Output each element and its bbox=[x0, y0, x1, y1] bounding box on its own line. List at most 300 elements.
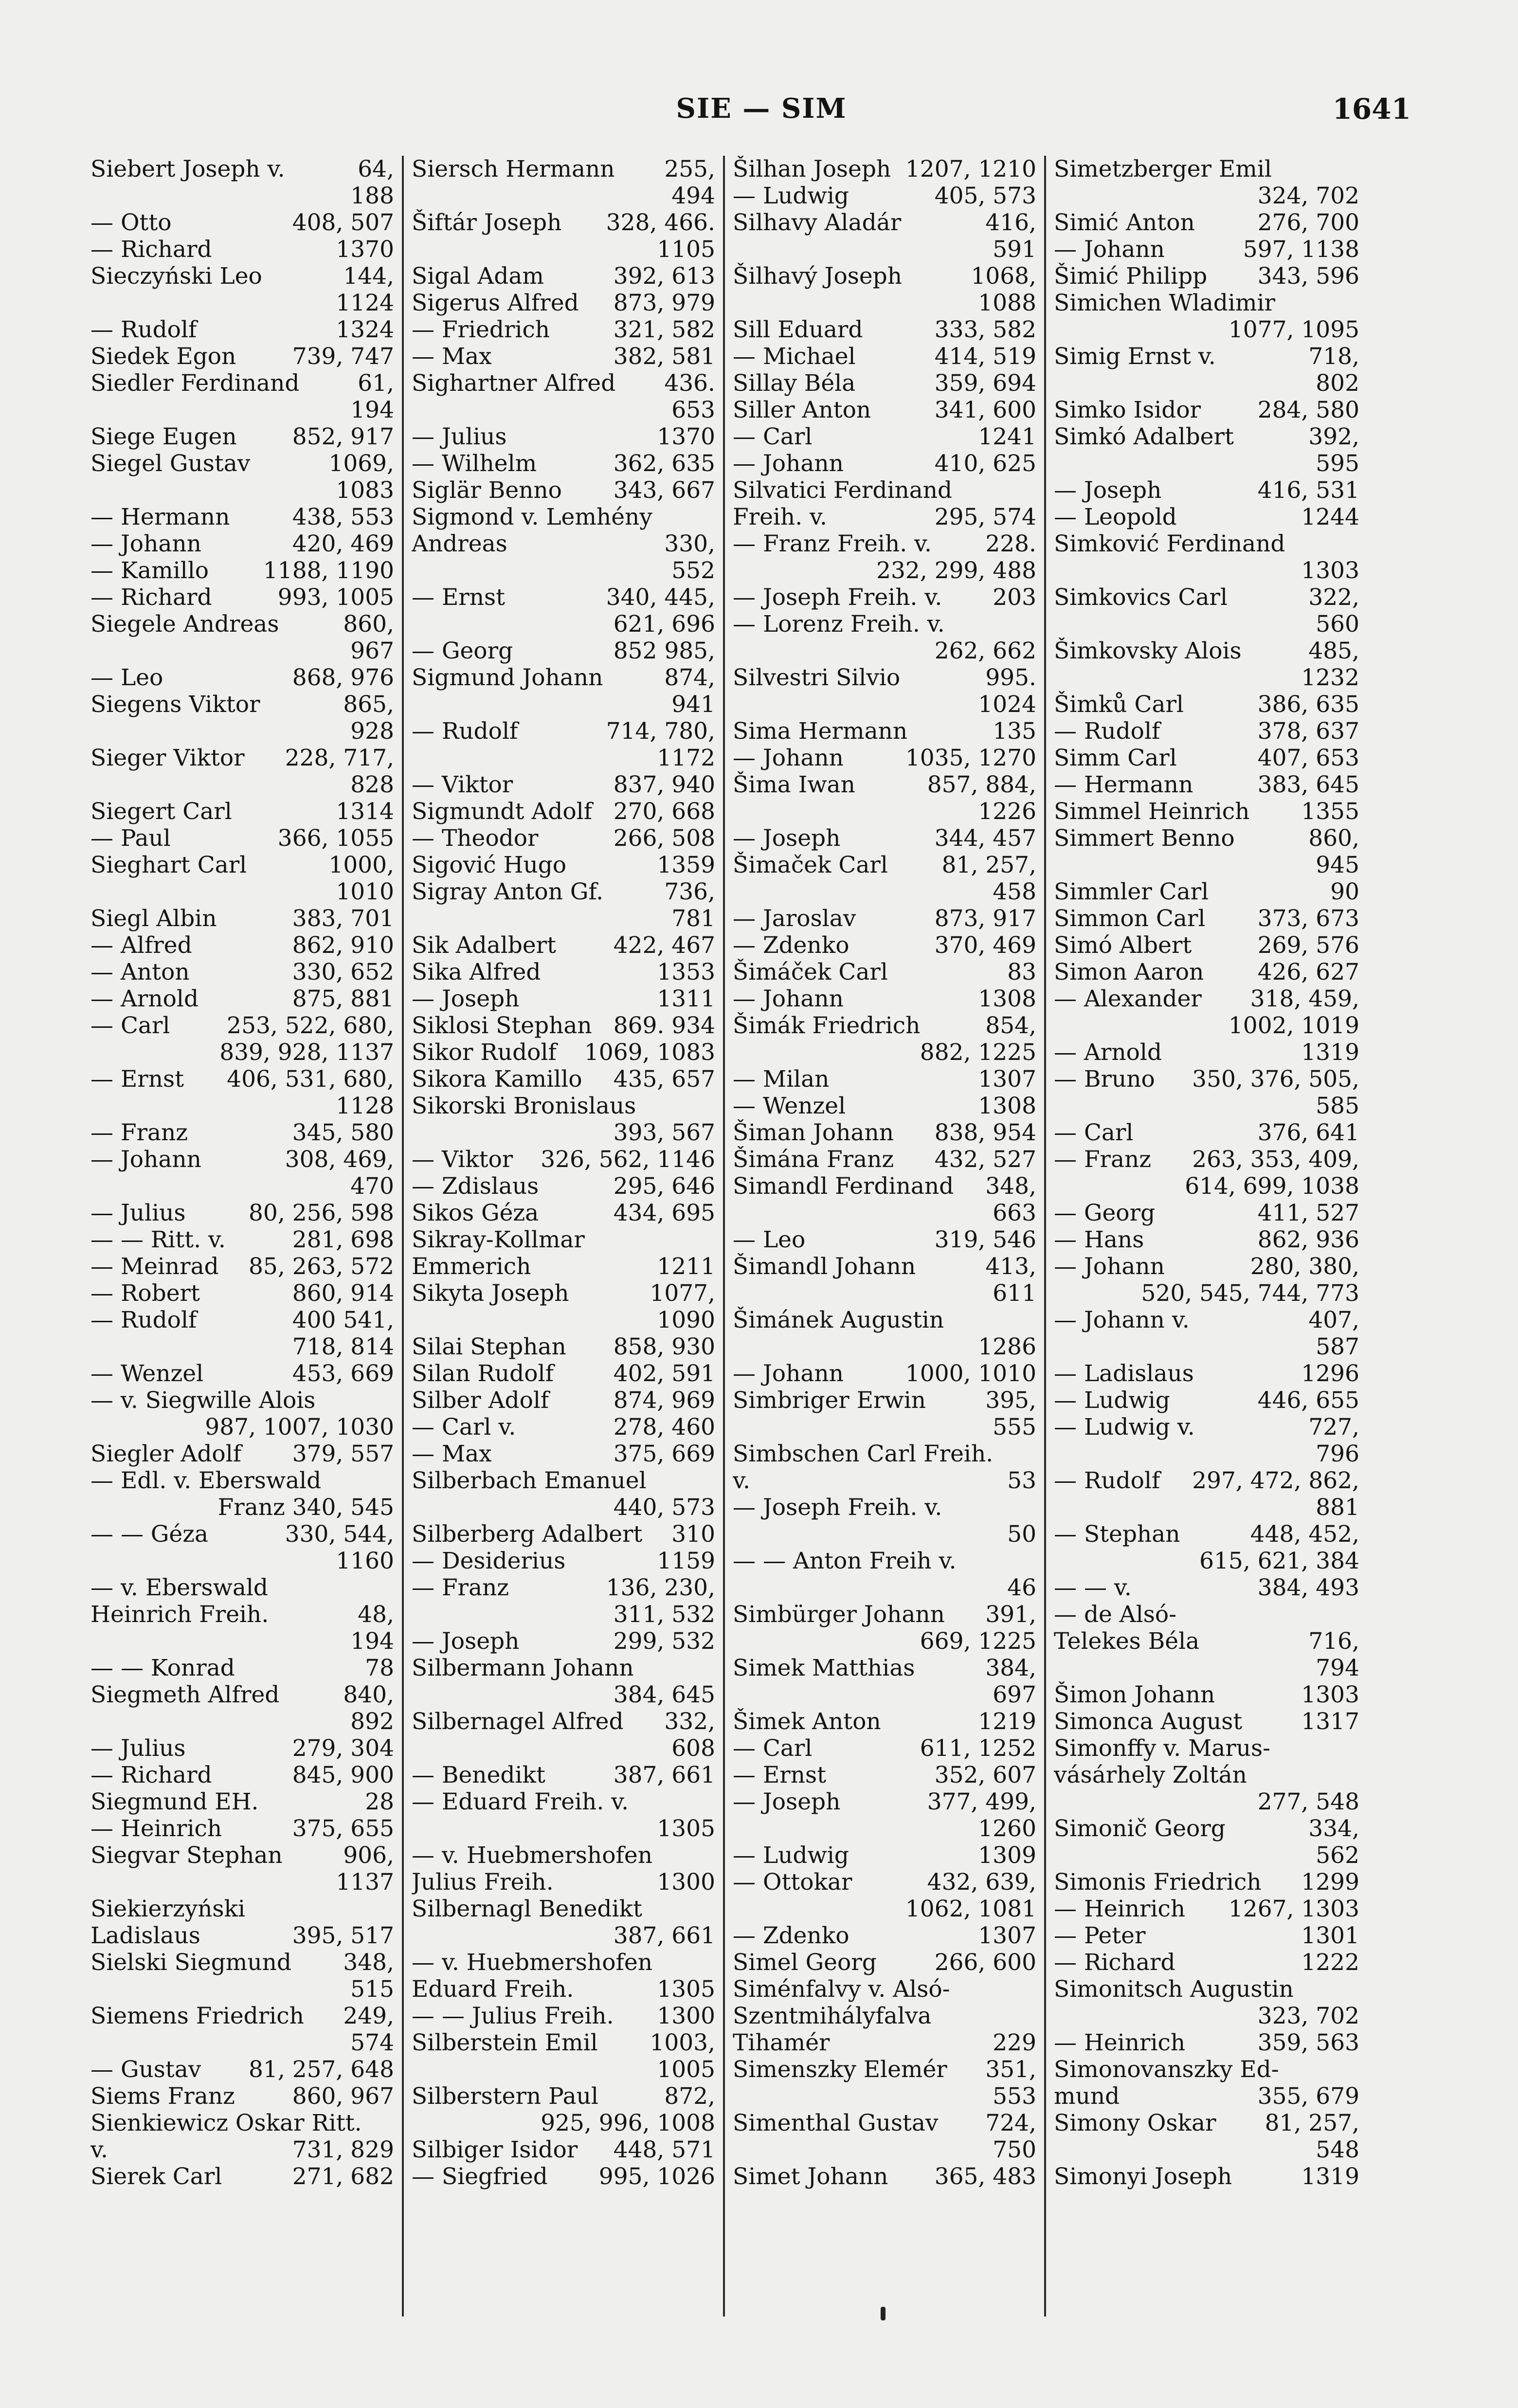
index-entry bbox=[412, 1226, 715, 1253]
index-entry bbox=[412, 798, 715, 825]
index-entry bbox=[412, 1467, 715, 1494]
index-entry bbox=[90, 1681, 394, 1708]
index-entry bbox=[733, 1842, 1036, 1869]
entry-page-refs: 1000, bbox=[328, 852, 394, 878]
index-entry bbox=[412, 263, 715, 290]
entry-page-refs: 967 bbox=[350, 638, 394, 664]
entry-name: Sigray Anton Gf. bbox=[412, 878, 604, 905]
index-entry bbox=[733, 370, 1036, 397]
index-entry bbox=[1054, 1467, 1359, 1494]
index-entry bbox=[90, 1842, 394, 1869]
index-entry bbox=[733, 2163, 1036, 2190]
entry-name: Šimandl Johann bbox=[733, 1253, 916, 1280]
entry-name: Siegel Gustav bbox=[90, 450, 251, 477]
entry-page-refs: 1105 bbox=[657, 236, 715, 263]
entry-page-refs: 359, 694 bbox=[934, 370, 1036, 397]
entry-page-refs: 395, 517 bbox=[292, 1922, 394, 1949]
index-entry bbox=[90, 182, 394, 209]
index-entry bbox=[90, 1146, 394, 1173]
entry-page-refs: 1353 bbox=[657, 959, 715, 985]
entry-name: — Joseph bbox=[733, 825, 841, 852]
entry-name: — de Alsó- bbox=[1054, 1601, 1177, 1628]
entry-page-refs: 229 bbox=[993, 2029, 1036, 2056]
entry-page-refs: 1211 bbox=[657, 1253, 715, 1280]
entry-name: — Ernst bbox=[412, 584, 505, 611]
index-entry bbox=[733, 798, 1036, 825]
index-entry bbox=[1054, 1922, 1359, 1949]
entry-page-refs: 587 bbox=[1316, 1333, 1359, 1360]
index-entry bbox=[733, 2110, 1036, 2136]
entry-page-refs: 987, 1007, 1030 bbox=[205, 1414, 394, 1441]
entry-name: — — Ritt. v. bbox=[90, 1226, 226, 1253]
entry-name: — Alexander bbox=[1054, 985, 1202, 1012]
index-entry bbox=[733, 2003, 1036, 2029]
entry-page-refs: 1232 bbox=[1301, 664, 1359, 691]
index-entry bbox=[90, 1280, 394, 1307]
entry-name: Šimek Anton bbox=[733, 1708, 881, 1735]
index-entry bbox=[733, 1976, 1036, 2003]
entry-name: Siegele Andreas bbox=[90, 611, 279, 638]
entry-page-refs: 330, bbox=[664, 530, 715, 557]
index-entry bbox=[412, 2110, 715, 2136]
entry-page-refs: 1226 bbox=[978, 798, 1036, 825]
entry-page-refs: 384, 645 bbox=[613, 1681, 715, 1708]
entry-page-refs: 262, 662 bbox=[934, 638, 1036, 664]
entry-name: — Carl bbox=[90, 1012, 170, 1039]
index-entry bbox=[733, 1441, 1036, 1467]
entry-name: — Heinrich bbox=[90, 1815, 222, 1842]
entry-page-refs: 608 bbox=[671, 1735, 715, 1762]
entry-page-refs: 328, 466. bbox=[606, 209, 715, 236]
index-entry bbox=[412, 932, 715, 959]
entry-name: — Carl bbox=[1054, 1119, 1134, 1146]
index-entry bbox=[412, 1307, 715, 1333]
entry-name: Simmon Carl bbox=[1054, 905, 1206, 932]
index-entry bbox=[412, 1548, 715, 1574]
index-entry bbox=[90, 504, 394, 530]
index-entry bbox=[90, 1360, 394, 1387]
index-entry bbox=[733, 397, 1036, 423]
entry-name: — Zdislaus bbox=[412, 1173, 539, 1200]
index-entry bbox=[1054, 1280, 1359, 1307]
entry-page-refs: 413, bbox=[985, 1253, 1036, 1280]
index-entry bbox=[412, 1387, 715, 1414]
entry-name: Sighartner Alfred bbox=[412, 370, 616, 397]
entry-page-refs: 1083 bbox=[336, 477, 394, 504]
entry-name: Siegert Carl bbox=[90, 798, 232, 825]
entry-name: Siegvar Stephan bbox=[90, 1842, 283, 1869]
index-entry bbox=[1054, 1039, 1359, 1066]
entry-name: Simonffy v. Marus- bbox=[1054, 1735, 1270, 1762]
entry-name: Siller Anton bbox=[733, 397, 871, 423]
entry-page-refs: 188 bbox=[350, 182, 394, 209]
entry-name: — Bruno bbox=[1054, 1066, 1155, 1093]
entry-page-refs: 995, 1026 bbox=[598, 2163, 715, 2190]
entry-page-refs: 440, 573 bbox=[613, 1494, 715, 1521]
entry-page-refs: 377, 499, bbox=[927, 1788, 1036, 1815]
entry-page-refs: 85, 263, 572 bbox=[249, 1253, 394, 1280]
entry-name: — Robert bbox=[90, 1280, 200, 1307]
entry-page-refs: 405, 573 bbox=[934, 182, 1036, 209]
entry-page-refs: 470 bbox=[350, 1173, 394, 1200]
entry-name: — Julius bbox=[412, 423, 507, 450]
entry-name: Sikor Rudolf bbox=[412, 1039, 557, 1066]
index-entry bbox=[90, 1735, 394, 1762]
index-entry bbox=[1054, 1788, 1359, 1815]
index-entry bbox=[90, 959, 394, 985]
index-entry bbox=[733, 423, 1036, 450]
entry-page-refs: 432, 639, bbox=[927, 1869, 1036, 1896]
index-entry bbox=[412, 557, 715, 584]
index-entry bbox=[1054, 664, 1359, 691]
entry-page-refs: 653 bbox=[671, 397, 715, 423]
entry-page-refs: 352, 607 bbox=[934, 1762, 1036, 1788]
entry-name: Eduard Freih. bbox=[412, 1976, 574, 2003]
index-entry bbox=[1054, 852, 1359, 878]
entry-page-refs: 416, 531 bbox=[1257, 477, 1359, 504]
entry-page-refs: 739, 747 bbox=[292, 343, 394, 370]
entry-page-refs: 1160 bbox=[336, 1548, 394, 1574]
entry-page-refs: 874, bbox=[664, 664, 715, 691]
index-entry bbox=[412, 1039, 715, 1066]
entry-name: — Rudolf bbox=[1054, 1467, 1160, 1494]
entry-name: — Joseph Freih. v. bbox=[733, 584, 942, 611]
entry-page-refs: 271, 682 bbox=[292, 2163, 394, 2190]
entry-page-refs: 48, bbox=[358, 1601, 394, 1628]
entry-page-refs: 945 bbox=[1316, 852, 1359, 878]
entry-page-refs: 322, bbox=[1308, 584, 1359, 611]
entry-page-refs: 1307 bbox=[978, 1066, 1036, 1093]
entry-page-refs: 384, bbox=[985, 1655, 1036, 1681]
entry-name: Silbernagel Alfred bbox=[412, 1708, 624, 1735]
entry-page-refs: 1267, 1303 bbox=[1228, 1896, 1359, 1922]
entry-name: — Benedikt bbox=[412, 1762, 545, 1788]
index-entry bbox=[90, 1253, 394, 1280]
entry-page-refs: 860, bbox=[1308, 825, 1359, 852]
entry-name: Freih. v. bbox=[733, 504, 827, 530]
index-entry bbox=[733, 825, 1036, 852]
index-entry bbox=[733, 1173, 1036, 1200]
index-entry bbox=[90, 343, 394, 370]
index-entry bbox=[733, 664, 1036, 691]
entry-page-refs: 1307 bbox=[978, 1922, 1036, 1949]
index-entry bbox=[412, 316, 715, 343]
entry-name: Siedler Ferdinand bbox=[90, 370, 300, 397]
entry-name: Sieghart Carl bbox=[90, 852, 247, 878]
entry-page-refs: 1286 bbox=[978, 1333, 1036, 1360]
index-entry bbox=[1054, 1815, 1359, 1842]
index-entry bbox=[1054, 2056, 1359, 2083]
index-entry bbox=[1054, 1842, 1359, 1869]
entry-page-refs: 1309 bbox=[978, 1842, 1036, 1869]
entry-page-refs: 597, 1138 bbox=[1243, 236, 1359, 263]
entry-page-refs: 387, 661 bbox=[613, 1922, 715, 1949]
index-entry bbox=[1054, 182, 1359, 209]
entry-name: Šimána Franz bbox=[733, 1146, 894, 1173]
entry-name: — Ernst bbox=[733, 1762, 826, 1788]
entry-page-refs: 611 bbox=[993, 1280, 1036, 1307]
entry-page-refs: 873, 917 bbox=[934, 905, 1036, 932]
index-entry bbox=[733, 450, 1036, 477]
entry-name: — Carl bbox=[733, 1735, 813, 1762]
entry-name: Sill Eduard bbox=[733, 316, 863, 343]
entry-page-refs: 391, bbox=[985, 1601, 1036, 1628]
entry-name: — Franz Freih. v. bbox=[733, 530, 932, 557]
entry-name: — Joseph bbox=[733, 1788, 841, 1815]
entry-page-refs: 1219 bbox=[978, 1708, 1036, 1735]
entry-page-refs: 882, 1225 bbox=[920, 1039, 1036, 1066]
entry-page-refs: 278, 460 bbox=[613, 1414, 715, 1441]
index-entry bbox=[733, 611, 1036, 638]
entry-page-refs: 562 bbox=[1316, 1842, 1359, 1869]
entry-name: Sikora Kamillo bbox=[412, 1066, 582, 1093]
index-entry bbox=[1054, 2083, 1359, 2110]
index-entry bbox=[90, 825, 394, 852]
entry-page-refs: 1314 bbox=[336, 798, 394, 825]
index-entry bbox=[412, 343, 715, 370]
index-entry bbox=[1054, 477, 1359, 504]
index-entry bbox=[733, 1039, 1036, 1066]
index-entry bbox=[90, 316, 394, 343]
entry-name: — Eduard Freih. v. bbox=[412, 1788, 629, 1815]
index-entry bbox=[412, 959, 715, 985]
entry-name: Silbiger Isidor bbox=[412, 2136, 578, 2163]
index-entry bbox=[90, 905, 394, 932]
entry-page-refs: 136, 230, bbox=[606, 1574, 715, 1601]
entry-page-refs: 434, 695 bbox=[613, 1200, 715, 1226]
index-entry bbox=[733, 1119, 1036, 1146]
entry-name: — Peter bbox=[1054, 1922, 1146, 1949]
entry-page-refs: 591 bbox=[993, 236, 1036, 263]
entry-page-refs: 731, 829 bbox=[292, 2136, 394, 2163]
entry-page-refs: 595 bbox=[1316, 450, 1359, 477]
index-entry bbox=[733, 1307, 1036, 1333]
index-entry bbox=[1054, 343, 1359, 370]
entry-name: — Ludwig bbox=[733, 1842, 849, 1869]
entry-page-refs: 249, bbox=[343, 2003, 394, 2029]
index-entry bbox=[1054, 450, 1359, 477]
index-entry bbox=[90, 771, 394, 798]
entry-page-refs: 1069, bbox=[328, 450, 394, 477]
entry-page-refs: 1260 bbox=[978, 1815, 1036, 1842]
entry-name: — Gustav bbox=[90, 2056, 201, 2083]
index-entry bbox=[90, 1548, 394, 1574]
entry-name: — Rudolf bbox=[90, 1307, 197, 1333]
index-entry bbox=[1054, 1521, 1359, 1548]
index-entry bbox=[90, 2163, 394, 2190]
index-entry bbox=[412, 1173, 715, 1200]
entry-name: Šiman Johann bbox=[733, 1119, 894, 1146]
entry-name: — Heinrich bbox=[1054, 1896, 1186, 1922]
entry-page-refs: 1301 bbox=[1301, 1922, 1359, 1949]
index-entry bbox=[412, 2136, 715, 2163]
entry-page-refs: 343, 596 bbox=[1257, 263, 1359, 290]
entry-page-refs: 384, 493 bbox=[1257, 1574, 1359, 1601]
index-entry bbox=[733, 1387, 1036, 1414]
entry-page-refs: 614, 699, 1038 bbox=[1185, 1173, 1359, 1200]
entry-page-refs: 330, 544, bbox=[285, 1521, 394, 1548]
entry-name: — Carl v. bbox=[412, 1414, 516, 1441]
entry-page-refs: 852, 917 bbox=[292, 423, 394, 450]
index-entry bbox=[412, 1681, 715, 1708]
index-entry bbox=[90, 638, 394, 664]
entry-page-refs: 284, 580 bbox=[1257, 397, 1359, 423]
entry-page-refs: 1077, 1095 bbox=[1228, 316, 1359, 343]
entry-name: — Viktor bbox=[412, 771, 513, 798]
entry-name: Siebert Joseph v. bbox=[90, 156, 285, 182]
entry-name: — Hans bbox=[1054, 1226, 1144, 1253]
index-entry bbox=[733, 1066, 1036, 1093]
entry-page-refs: 993, 1005 bbox=[277, 584, 394, 611]
index-entry bbox=[90, 798, 394, 825]
index-entry bbox=[412, 1869, 715, 1896]
index-entry bbox=[733, 557, 1036, 584]
index-entry bbox=[90, 370, 394, 397]
index-entry bbox=[1054, 1628, 1359, 1655]
index-entry bbox=[733, 2083, 1036, 2110]
index-entry bbox=[90, 985, 394, 1012]
index-entry bbox=[412, 1012, 715, 1039]
entry-page-refs: 1319 bbox=[1301, 1039, 1359, 1066]
index-entry bbox=[1054, 2163, 1359, 2190]
index-entry bbox=[733, 1681, 1036, 1708]
entry-page-refs: 438, 553 bbox=[292, 504, 394, 530]
entry-name: — Stephan bbox=[1054, 1521, 1180, 1548]
entry-page-refs: 400 541, bbox=[292, 1307, 394, 1333]
entry-name: — Rudolf bbox=[412, 718, 518, 745]
entry-name: — Siegfried bbox=[412, 2163, 548, 2190]
entry-page-refs: 46 bbox=[1007, 1574, 1036, 1601]
entry-page-refs: 365, 483 bbox=[934, 2163, 1036, 2190]
entry-page-refs: 344, 457 bbox=[934, 825, 1036, 852]
entry-name: — Alfred bbox=[90, 932, 192, 959]
index-entry bbox=[733, 878, 1036, 905]
entry-page-refs: 718, 814 bbox=[292, 1333, 394, 1360]
entry-name: — Johann bbox=[90, 530, 201, 557]
entry-page-refs: 253, 522, 680, bbox=[227, 1012, 394, 1039]
entry-page-refs: 379, 557 bbox=[292, 1441, 394, 1467]
entry-name: — Richard bbox=[90, 584, 212, 611]
entry-name: — Rudolf bbox=[90, 316, 197, 343]
index-entry bbox=[1054, 1360, 1359, 1387]
entry-name: — Johann bbox=[1054, 236, 1165, 263]
entry-page-refs: 348, bbox=[343, 1949, 394, 1976]
entry-page-refs: 406, 531, 680, bbox=[227, 1066, 394, 1093]
entry-name: Sigmond v. Lemhény bbox=[412, 504, 652, 530]
entry-name: Simonovanszky Ed- bbox=[1054, 2056, 1279, 2083]
entry-page-refs: 1359 bbox=[657, 852, 715, 878]
index-entry bbox=[1054, 397, 1359, 423]
entry-page-refs: 90 bbox=[1330, 878, 1359, 905]
index-entry bbox=[1054, 878, 1359, 905]
index-entry bbox=[1054, 316, 1359, 343]
index-entry bbox=[1054, 156, 1359, 182]
index-entry bbox=[733, 932, 1036, 959]
entry-page-refs: 350, 376, 505, bbox=[1192, 1066, 1359, 1093]
entry-page-refs: 435, 657 bbox=[613, 1066, 715, 1093]
index-entry bbox=[90, 263, 394, 290]
index-entry bbox=[1054, 932, 1359, 959]
entry-name: — Meinrad bbox=[90, 1253, 219, 1280]
entry-page-refs: 366, 1055 bbox=[277, 825, 394, 852]
index-entry bbox=[733, 504, 1036, 530]
index-entry bbox=[90, 1655, 394, 1681]
index-entry bbox=[90, 1922, 394, 1949]
index-entry bbox=[412, 1494, 715, 1521]
entry-page-refs: 378, 637 bbox=[1257, 718, 1359, 745]
index-entry bbox=[90, 1093, 394, 1119]
entry-name: Siklosi Stephan bbox=[412, 1012, 592, 1039]
entry-name: — Johann v. bbox=[1054, 1307, 1190, 1333]
entry-page-refs: 1241 bbox=[978, 423, 1036, 450]
entry-name: Simonič Georg bbox=[1054, 1815, 1226, 1842]
index-entry bbox=[412, 664, 715, 691]
entry-name: — Paul bbox=[90, 825, 171, 852]
index-entry bbox=[412, 397, 715, 423]
index-entry bbox=[90, 584, 394, 611]
entry-name: Šimků Carl bbox=[1054, 691, 1184, 718]
index-entry bbox=[90, 718, 394, 745]
entry-name: Sigerus Alfred bbox=[412, 290, 579, 316]
entry-page-refs: 383, 645 bbox=[1257, 771, 1359, 798]
index-entry bbox=[733, 1628, 1036, 1655]
entry-page-refs: 781 bbox=[671, 905, 715, 932]
entry-page-refs: 1305 bbox=[657, 1815, 715, 1842]
index-entry bbox=[733, 1548, 1036, 1574]
entry-page-refs: 552 bbox=[671, 557, 715, 584]
index-entry bbox=[733, 2029, 1036, 2056]
entry-name: Sieger Viktor bbox=[90, 745, 245, 771]
entry-page-refs: 1324 bbox=[336, 316, 394, 343]
entry-name: — Richard bbox=[90, 1762, 212, 1788]
index-entry bbox=[412, 718, 715, 745]
index-entry bbox=[90, 1788, 394, 1815]
index-entry bbox=[733, 156, 1036, 182]
index-entry bbox=[1054, 1735, 1359, 1762]
entry-name: Simon Aaron bbox=[1054, 959, 1204, 985]
entry-name: — Edl. v. Eberswald bbox=[90, 1467, 322, 1494]
entry-page-refs: 144, bbox=[343, 263, 394, 290]
entry-page-refs: 1137 bbox=[336, 1869, 394, 1896]
index-entry bbox=[412, 1441, 715, 1467]
entry-page-refs: 359, 563 bbox=[1257, 2029, 1359, 2056]
entry-page-refs: 266, 508 bbox=[613, 825, 715, 852]
entry-page-refs: 407, bbox=[1308, 1307, 1359, 1333]
entry-name: — Anton bbox=[90, 959, 190, 985]
entry-name: Sielski Siegmund bbox=[90, 1949, 291, 1976]
index-entry bbox=[412, 1521, 715, 1548]
entry-name: — Ludwig v. bbox=[1054, 1414, 1195, 1441]
entry-name: — Theodor bbox=[412, 825, 539, 852]
index-entry bbox=[412, 691, 715, 718]
index-entry bbox=[733, 1788, 1036, 1815]
index-entry bbox=[1054, 825, 1359, 852]
index-entry bbox=[733, 290, 1036, 316]
entry-page-refs: 326, 562, 1146 bbox=[541, 1146, 715, 1173]
index-entry bbox=[733, 638, 1036, 664]
entry-name: — — Konrad bbox=[90, 1655, 235, 1681]
index-entry bbox=[412, 477, 715, 504]
index-entry bbox=[733, 1333, 1036, 1360]
entry-page-refs: 281, 698 bbox=[292, 1226, 394, 1253]
index-entry bbox=[90, 1601, 394, 1628]
index-entry bbox=[1054, 1253, 1359, 1280]
entry-name: — v. Huebmershofen bbox=[412, 1842, 652, 1869]
entry-page-refs: 295, 574 bbox=[934, 504, 1036, 530]
entry-page-refs: 860, 914 bbox=[292, 1280, 394, 1307]
entry-page-refs: 553 bbox=[993, 2083, 1036, 2110]
index-entry bbox=[1054, 557, 1359, 584]
